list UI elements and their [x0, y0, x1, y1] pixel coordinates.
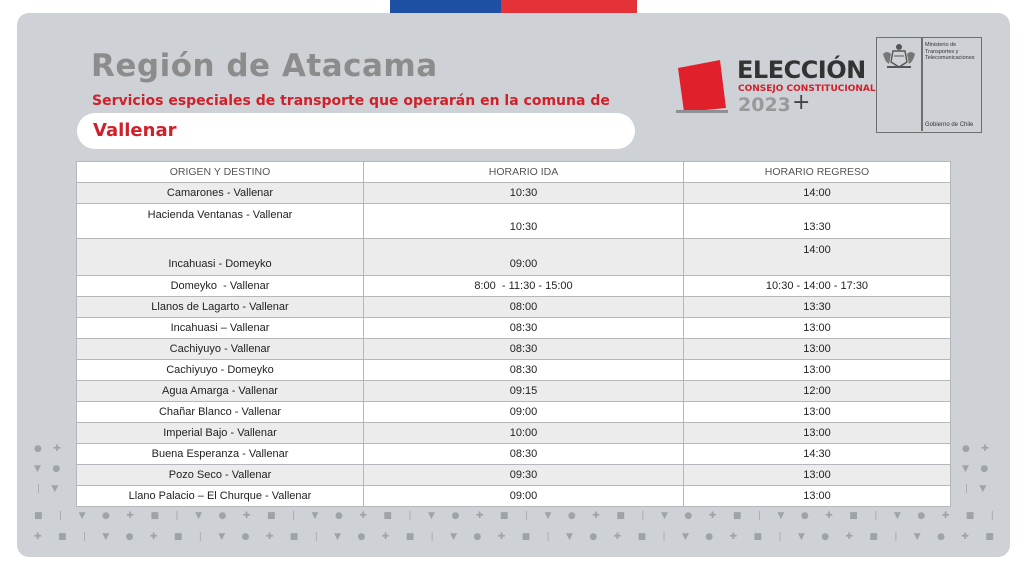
eleccion-word: ELECCIÓN — [737, 56, 866, 84]
decorative-pattern-row: ✚ ■ | ▼ ● ✚ ■ | ▼ ● ✚ ■ | ▼ ● ✚ ■ | ▼ ● ✚ ■ | ▼ ● ✚ ■ | ▼ ● ✚ ■ | ▼ ● ✚ ■ | ▼ ● ✚ ■ — [34, 532, 994, 542]
decorative-pattern-right: ● ✚ ▼ ● | ▼ — [962, 444, 989, 494]
flag-stripe-blue — [390, 0, 501, 13]
route-cell: Chañar Blanco - Vallenar — [77, 402, 364, 423]
return-cell: 14:00 — [684, 183, 951, 204]
decorative-pattern-left: ● ✚ ▼ ● | ▼ — [34, 444, 61, 494]
table-row — [77, 183, 951, 204]
route-cell: Pozo Seco - Vallenar — [77, 465, 364, 486]
departure-cell: 8:00 - 11:30 - 15:00 — [364, 276, 684, 297]
route-cell: Incahuasi - Domeyko — [77, 239, 364, 276]
schedule-table — [76, 161, 951, 507]
return-cell: 13:30 — [684, 204, 951, 239]
government-name: Gobierno de Chile — [925, 122, 974, 128]
year-word: 2023 — [738, 94, 791, 116]
table-row — [77, 444, 951, 465]
return-cell: 12:00 — [684, 381, 951, 402]
route-cell: Cachiyuyo - Domeyko — [77, 360, 364, 381]
route-cell: Buena Esperanza - Vallenar — [77, 444, 364, 465]
page-subtitle: Servicios especiales de transporte que operarán en la comuna de — [92, 93, 610, 109]
table-row — [77, 465, 951, 486]
table-row — [77, 297, 951, 318]
departure-cell: 08:30 — [364, 339, 684, 360]
route-cell: Llano Palacio – El Churque - Vallenar — [77, 486, 364, 507]
header-return-time: HORARIO REGRESO — [684, 162, 951, 183]
departure-cell: 08:00 — [364, 297, 684, 318]
route-cell: Hacienda Ventanas - Vallenar — [77, 204, 364, 239]
table-row — [77, 239, 951, 276]
return-cell: 13:00 — [684, 360, 951, 381]
return-cell: 14:00 — [684, 239, 951, 276]
table-row — [77, 339, 951, 360]
route-cell: Llanos de Lagarto - Vallenar — [77, 297, 364, 318]
chile-crest-icon — [881, 42, 917, 70]
route-cell: Cachiyuyo - Vallenar — [77, 339, 364, 360]
page-title: Región de Atacama — [91, 48, 438, 84]
route-cell: Camarones - Vallenar — [77, 183, 364, 204]
table-row — [77, 360, 951, 381]
route-cell: Incahuasi – Vallenar — [77, 318, 364, 339]
eleccion-logo — [674, 52, 876, 118]
departure-cell: 09:00 — [364, 402, 684, 423]
table-row — [77, 204, 951, 239]
gobierno-logo — [876, 37, 982, 133]
departure-cell: 09:00 — [364, 486, 684, 507]
flag-stripe-red — [501, 0, 637, 13]
departure-cell: 09:00 — [364, 239, 684, 276]
return-cell: 13:00 — [684, 465, 951, 486]
commune-banner — [77, 113, 635, 149]
route-cell: Agua Amarga - Vallenar — [77, 381, 364, 402]
return-cell: 13:30 — [684, 297, 951, 318]
table-row — [77, 276, 951, 297]
ministry-name: Ministerio de Transportes y Telecomunicaciones — [925, 42, 975, 61]
table-header-row — [77, 162, 951, 183]
table-row — [77, 318, 951, 339]
return-cell: 13:00 — [684, 339, 951, 360]
return-cell: 13:00 — [684, 423, 951, 444]
return-cell: 13:00 — [684, 402, 951, 423]
departure-cell: 10:30 — [364, 183, 684, 204]
decorative-pattern-row: ■ | ▼ ● ✚ ■ | ▼ ● ✚ ■ | ▼ ● ✚ ■ | ▼ ● ✚ ■ | ▼ ● ✚ ■ | ▼ ● ✚ ■ | ▼ ● ✚ ■ | ▼ ● ✚ ■ | — [34, 511, 994, 521]
logo-divider — [921, 38, 923, 131]
route-cell: Domeyko - Vallenar — [77, 276, 364, 297]
route-cell: Imperial Bajo - Vallenar — [77, 423, 364, 444]
return-cell: 13:00 — [684, 486, 951, 507]
header-departure-time: HORARIO IDA — [364, 162, 684, 183]
commune-name: Vallenar — [93, 120, 177, 141]
return-cell: 10:30 - 14:00 - 17:30 — [684, 276, 951, 297]
plus-mark: + — [792, 90, 811, 115]
header-origin-destination: ORIGEN Y DESTINO — [77, 162, 364, 183]
table-row — [77, 423, 951, 444]
departure-cell: 08:30 — [364, 360, 684, 381]
consejo-word: CONSEJO CONSTITUCIONAL — [738, 84, 876, 94]
departure-cell: 08:30 — [364, 444, 684, 465]
table-row — [77, 486, 951, 507]
departure-cell: 08:30 — [364, 318, 684, 339]
return-cell: 13:00 — [684, 318, 951, 339]
return-cell: 14:30 — [684, 444, 951, 465]
table-row — [77, 402, 951, 423]
table-row — [77, 381, 951, 402]
departure-cell: 10:30 — [364, 204, 684, 239]
departure-cell: 09:15 — [364, 381, 684, 402]
departure-cell: 09:30 — [364, 465, 684, 486]
departure-cell: 10:00 — [364, 423, 684, 444]
ballot-icon — [676, 58, 728, 114]
